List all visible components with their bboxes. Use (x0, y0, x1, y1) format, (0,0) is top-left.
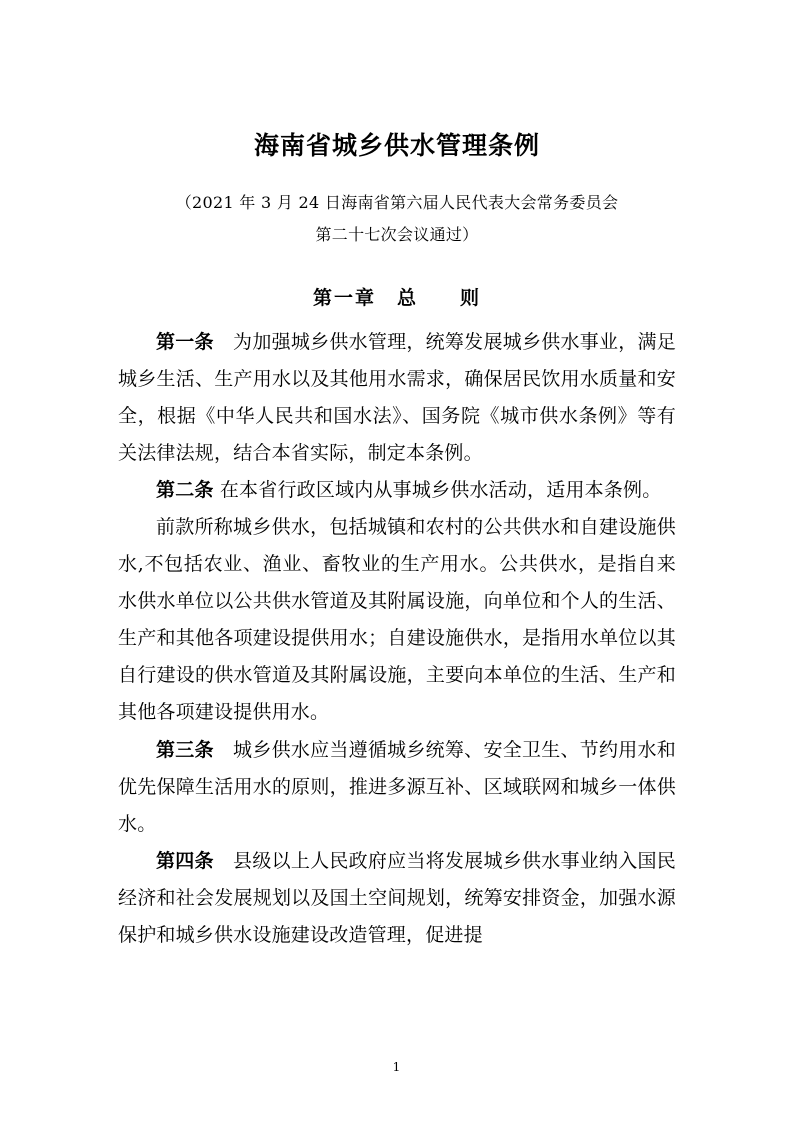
article-text: 前款所称城乡供水，包括城镇和农村的公共供水和自建设施供水,不包括农业、渔业、畜牧业的生产用水。公共供水，是指自来水供水单位以公共供水管道及其附属设施，向单位和个人的生活、生产和其他各项建设提供用水；自建设施供水，是指用水单位以其自行建设的供水管道及其附属设施，主要向本单位的生活、生产和其他各项建设提供用水。 (118, 516, 676, 724)
article-paragraph (118, 472, 676, 509)
article-text: 城乡供水应当遵循城乡统筹、安全卫生、节约用水和优先保障生活用水的原则，推进多源互补、区域联网和城乡一体供水。 (118, 738, 676, 835)
article-number: 第一条 (156, 331, 214, 353)
subtitle-line-1: （2021 年 3 月 24 日海南省第六届人民代表大会常务委员会 (175, 193, 619, 212)
article-number: 第三条 (156, 738, 214, 761)
article-text: 在本省行政区域内从事城乡供水活动，适用本条例。 (213, 479, 662, 502)
page-title: 海南省城乡供水管理条例 (253, 131, 540, 160)
subtitle-line-2: 第二十七次会议通过） (315, 225, 479, 244)
page-number: 1 (392, 1060, 401, 1074)
document-content (118, 0, 676, 954)
chapter-heading: 第一章 总 则 (312, 287, 481, 309)
article-number: 第二条 (156, 479, 214, 502)
article-paragraph (118, 324, 676, 472)
article-text: 为加强城乡供水管理，统筹发展城乡供水事业，满足城乡生活、生产用水以及其他用水需求，确保居民饮用水质量和安全，根据《中华人民共和国水法》、国务院《城市供水条例》等有关法律法规，结合本省实际，制定本条例。 (118, 331, 676, 465)
article-number: 第四条 (156, 849, 214, 872)
article-paragraph (118, 509, 676, 731)
article-text: 县级以上人民政府应当将发展城乡供水事业纳入国民经济和社会发展规划以及国土空间规划，统筹安排资金，加强水源保护和城乡供水设施建设改造管理，促进提 (118, 849, 676, 946)
article-paragraph (118, 732, 676, 843)
document-subtitle (118, 187, 676, 251)
article-paragraph (118, 843, 676, 954)
